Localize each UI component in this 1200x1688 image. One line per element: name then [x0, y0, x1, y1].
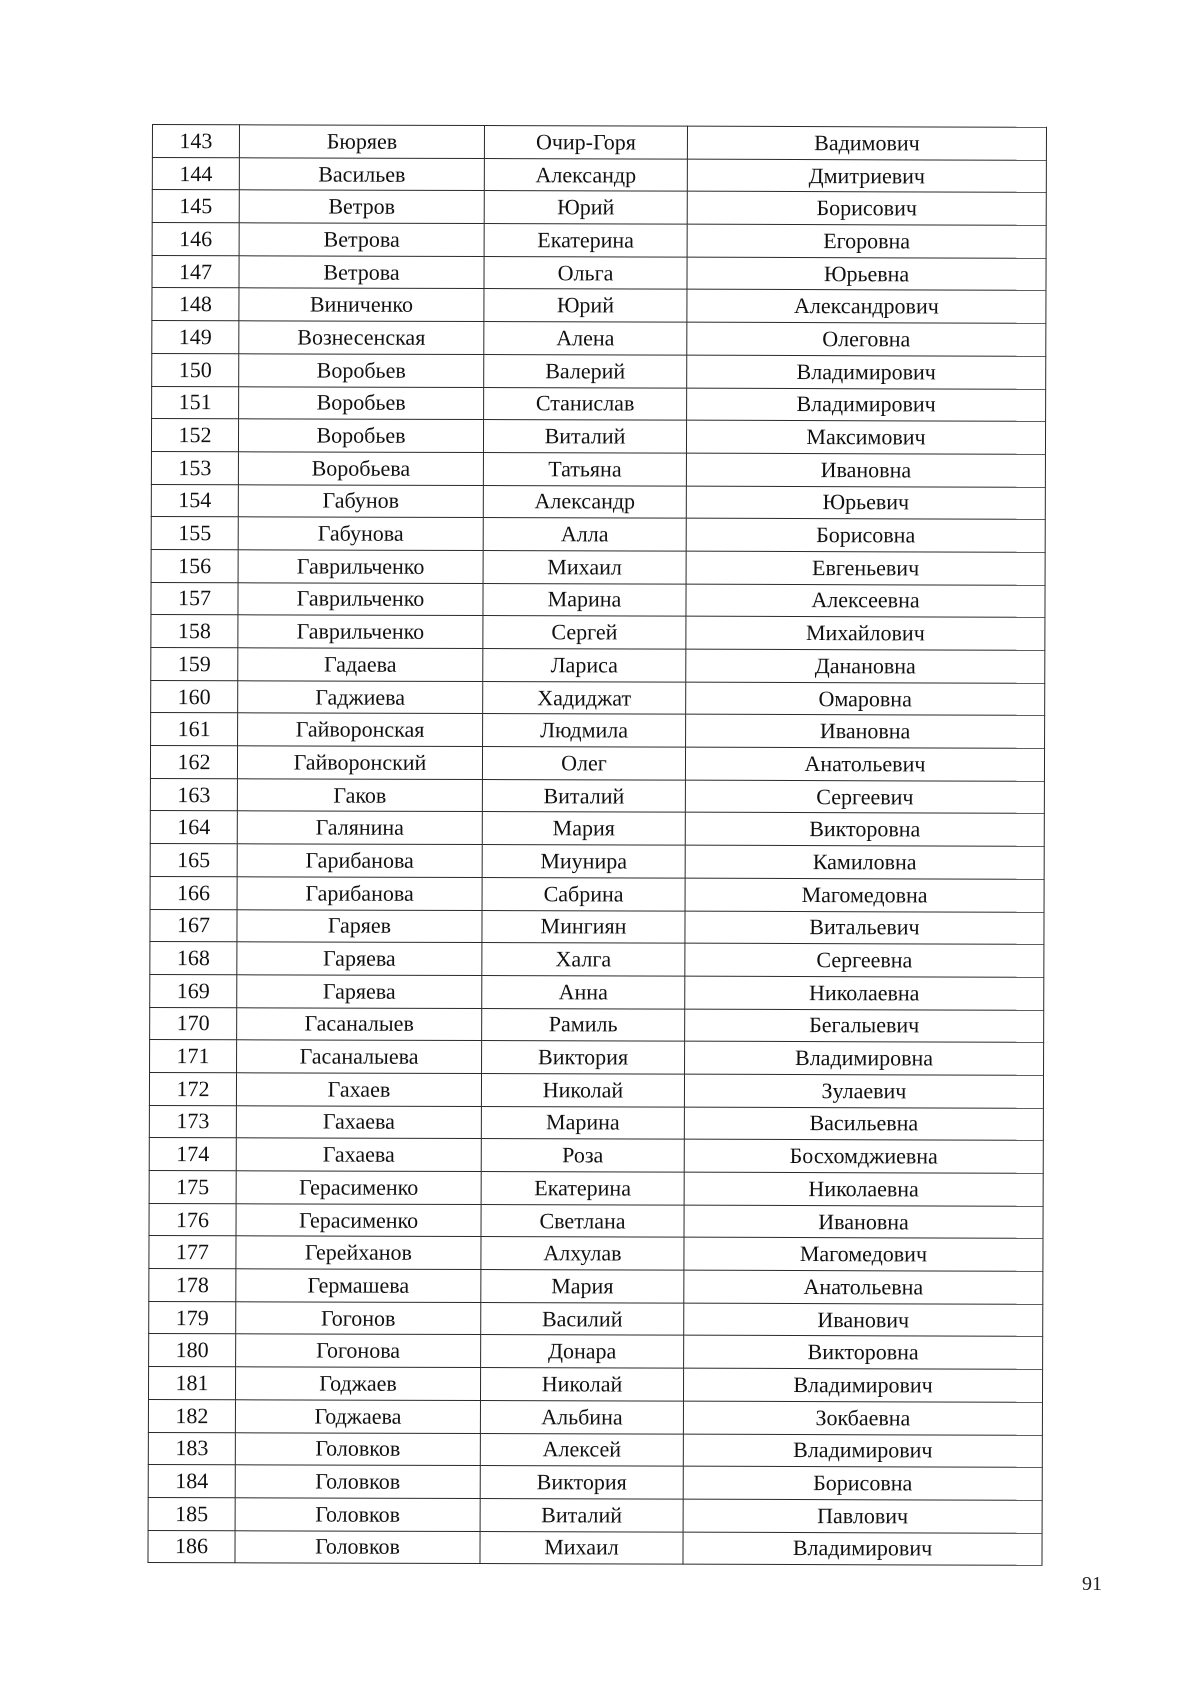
last-name-cell: Вознесенская — [239, 321, 484, 354]
row-number-cell: 154 — [151, 484, 238, 517]
row-number-cell: 161 — [151, 713, 238, 746]
patronymic-cell: Владимирович — [683, 1532, 1042, 1566]
row-number-cell: 182 — [148, 1399, 235, 1432]
row-number-cell: 176 — [149, 1203, 236, 1236]
table-row — [148, 1465, 1042, 1500]
table-row — [151, 517, 1045, 552]
patronymic-cell: Юрьевна — [687, 257, 1046, 291]
patronymic-cell: Омаровна — [686, 682, 1045, 716]
table-row — [148, 1497, 1042, 1532]
table-row — [150, 746, 1044, 781]
first-name-cell: Донара — [481, 1335, 684, 1368]
first-name-cell: Алена — [484, 322, 687, 355]
first-name-cell: Екатерина — [481, 1172, 684, 1205]
last-name-cell: Ветрова — [239, 223, 484, 256]
table-row — [149, 1203, 1043, 1238]
row-number-cell: 143 — [152, 125, 239, 158]
row-number-cell: 158 — [151, 615, 238, 648]
first-name-cell: Олег — [482, 747, 685, 780]
table-row — [149, 1105, 1043, 1140]
last-name-cell: Головков — [235, 1498, 480, 1531]
first-name-cell: Валерий — [484, 354, 687, 387]
table-row — [148, 1530, 1042, 1565]
first-name-cell: Николай — [481, 1073, 684, 1106]
row-number-cell: 165 — [150, 844, 237, 877]
patronymic-cell: Николаевна — [684, 1172, 1043, 1206]
table-row — [149, 1170, 1043, 1205]
first-name-cell: Михаил — [480, 1531, 683, 1564]
table-row — [149, 1301, 1043, 1336]
patronymic-cell: Дмитриевич — [687, 159, 1046, 193]
last-name-cell: Гогонова — [236, 1334, 481, 1367]
patronymic-cell: Владимирович — [687, 388, 1046, 422]
row-number-cell: 169 — [150, 974, 237, 1007]
last-name-cell: Годжаев — [235, 1367, 480, 1400]
first-name-cell: Миунира — [482, 845, 685, 878]
patronymic-cell: Магомедовна — [685, 878, 1044, 912]
first-name-cell: Николай — [480, 1368, 683, 1401]
last-name-cell: Годжаева — [235, 1400, 480, 1433]
table-row — [148, 1432, 1042, 1467]
row-number-cell: 168 — [150, 942, 237, 975]
row-number-cell: 173 — [149, 1105, 236, 1138]
row-number-cell: 146 — [152, 223, 239, 256]
row-number-cell: 166 — [150, 876, 237, 909]
last-name-cell: Гасаналыева — [237, 1040, 482, 1073]
row-number-cell: 152 — [151, 419, 238, 452]
patronymic-cell: Юрьевич — [686, 486, 1045, 520]
patronymic-cell: Сергеевна — [685, 943, 1044, 977]
row-number-cell: 163 — [150, 778, 237, 811]
row-number-cell: 177 — [149, 1236, 236, 1269]
table-row — [150, 876, 1044, 911]
row-number-cell: 167 — [150, 909, 237, 942]
patronymic-cell: Владимирович — [687, 355, 1046, 389]
patronymic-cell: Бегалыевич — [685, 1009, 1044, 1043]
patronymic-cell: Ивановна — [686, 453, 1045, 487]
first-name-cell: Василий — [481, 1302, 684, 1335]
first-name-cell: Очир-Горя — [484, 126, 687, 159]
row-number-cell: 164 — [150, 811, 237, 844]
table-row — [149, 1138, 1043, 1173]
table-row — [152, 157, 1046, 192]
table-row — [150, 974, 1044, 1009]
patronymic-cell: Борисович — [687, 192, 1046, 226]
patronymic-cell: Камиловна — [685, 845, 1044, 879]
table-row — [152, 255, 1046, 290]
patronymic-cell: Витальевич — [685, 911, 1044, 945]
patronymic-cell: Максимович — [686, 420, 1045, 454]
table-row — [151, 713, 1045, 748]
first-name-cell: Марина — [481, 1106, 684, 1139]
last-name-cell: Гарибанова — [237, 877, 482, 910]
table-row — [151, 484, 1045, 519]
row-number-cell: 148 — [152, 288, 239, 321]
last-name-cell: Гахаева — [236, 1138, 481, 1171]
last-name-cell: Гаврильченко — [238, 582, 483, 615]
patronymic-cell: Анатольевич — [685, 747, 1044, 781]
table-row — [152, 353, 1046, 388]
row-number-cell: 157 — [151, 582, 238, 615]
table-row — [150, 778, 1044, 813]
table-row — [151, 582, 1045, 617]
patronymic-cell: Вадимович — [687, 126, 1046, 160]
patronymic-cell: Олеговна — [687, 322, 1046, 356]
patronymic-cell: Васильевна — [684, 1107, 1043, 1141]
last-name-cell: Воробьева — [238, 452, 483, 485]
row-number-cell: 155 — [151, 517, 238, 550]
first-name-cell: Рамиль — [482, 1008, 685, 1041]
patronymic-cell: Ивановна — [686, 715, 1045, 749]
patronymic-cell: Владимирович — [683, 1434, 1042, 1468]
row-number-cell: 172 — [149, 1072, 236, 1105]
first-name-cell: Мария — [482, 812, 685, 845]
row-number-cell: 181 — [148, 1367, 235, 1400]
last-name-cell: Гаряева — [237, 942, 482, 975]
first-name-cell: Юрий — [484, 289, 687, 322]
first-name-cell: Михаил — [483, 550, 686, 583]
row-number-cell: 147 — [152, 255, 239, 288]
patronymic-cell: Евгеньевич — [686, 551, 1045, 585]
first-name-cell: Сергей — [483, 616, 686, 649]
patronymic-cell: Данановна — [686, 649, 1045, 683]
last-name-cell: Гаврильченко — [238, 550, 483, 583]
first-name-cell: Екатерина — [484, 224, 687, 257]
patronymic-cell: Магомедович — [684, 1238, 1043, 1272]
row-number-cell: 186 — [148, 1530, 235, 1563]
first-name-cell: Светлана — [481, 1204, 684, 1237]
row-number-cell: 183 — [148, 1432, 235, 1465]
table-row — [152, 190, 1046, 225]
table-row — [149, 1072, 1043, 1107]
table-row — [152, 125, 1046, 160]
table-row — [151, 647, 1045, 682]
last-name-cell: Виниченко — [239, 288, 484, 321]
last-name-cell: Воробьев — [239, 354, 484, 387]
table-row — [149, 1269, 1043, 1304]
patronymic-cell: Босхомджиевна — [684, 1139, 1043, 1173]
patronymic-cell: Александрович — [687, 290, 1046, 324]
first-name-cell: Станислав — [484, 387, 687, 420]
patronymic-cell: Михайлович — [686, 616, 1045, 650]
first-name-cell: Сабрина — [482, 877, 685, 910]
last-name-cell: Головков — [235, 1432, 480, 1465]
patronymic-cell: Викторовна — [684, 1336, 1043, 1370]
last-name-cell: Головков — [235, 1530, 480, 1563]
patronymic-cell: Егоровна — [687, 224, 1046, 258]
last-name-cell: Герейханов — [236, 1236, 481, 1269]
first-name-cell: Марина — [483, 583, 686, 616]
first-name-cell: Алхулав — [481, 1237, 684, 1270]
last-name-cell: Габунова — [238, 517, 483, 550]
last-name-cell: Гермашева — [236, 1269, 481, 1302]
patronymic-cell: Владимирович — [683, 1368, 1042, 1402]
row-number-cell: 184 — [148, 1465, 235, 1498]
roster-table-body — [148, 125, 1047, 1566]
patronymic-cell: Зулаевич — [684, 1074, 1043, 1108]
table-row — [151, 419, 1045, 454]
last-name-cell: Гасаналыев — [237, 1007, 482, 1040]
row-number-cell: 151 — [152, 386, 239, 419]
first-name-cell: Виктория — [480, 1466, 683, 1499]
last-name-cell: Гайворонская — [238, 713, 483, 746]
last-name-cell: Воробьев — [239, 386, 484, 419]
first-name-cell: Виталий — [483, 420, 686, 453]
table-row — [148, 1399, 1042, 1434]
table-row — [150, 1040, 1044, 1075]
first-name-cell: Виталий — [480, 1498, 683, 1531]
last-name-cell: Галянина — [237, 811, 482, 844]
first-name-cell: Хадиджат — [483, 681, 686, 714]
last-name-cell: Гаджиева — [238, 680, 483, 713]
table-row — [151, 451, 1045, 486]
row-number-cell: 156 — [151, 549, 238, 582]
row-number-cell: 170 — [150, 1007, 237, 1040]
last-name-cell: Гарибанова — [237, 844, 482, 877]
table-row — [152, 223, 1046, 258]
last-name-cell: Гадаева — [238, 648, 483, 681]
last-name-cell: Воробьев — [238, 419, 483, 452]
last-name-cell: Гаврильченко — [238, 615, 483, 648]
last-name-cell: Гаков — [237, 779, 482, 812]
page-number: 91 — [1082, 1573, 1102, 1595]
last-name-cell: Головков — [235, 1465, 480, 1498]
first-name-cell: Юрий — [484, 191, 687, 224]
row-number-cell: 180 — [149, 1334, 236, 1367]
row-number-cell: 179 — [149, 1301, 236, 1334]
last-name-cell: Бюряев — [239, 125, 484, 158]
last-name-cell: Ветрова — [239, 256, 484, 289]
row-number-cell: 153 — [151, 451, 238, 484]
row-number-cell: 175 — [149, 1170, 236, 1203]
table-row — [149, 1334, 1043, 1369]
table-row — [150, 942, 1044, 977]
table-row — [152, 386, 1046, 421]
patronymic-cell: Анатольевна — [684, 1270, 1043, 1304]
last-name-cell: Ветров — [239, 190, 484, 223]
first-name-cell: Виктория — [482, 1041, 685, 1074]
table-row — [150, 844, 1044, 879]
patronymic-cell: Павлович — [683, 1499, 1042, 1533]
patronymic-cell: Алексеевна — [686, 584, 1045, 618]
last-name-cell: Гахаев — [236, 1073, 481, 1106]
last-name-cell: Васильев — [239, 157, 484, 190]
table-row — [151, 615, 1045, 650]
row-number-cell: 178 — [149, 1269, 236, 1302]
first-name-cell: Альбина — [480, 1400, 683, 1433]
patronymic-cell: Борисовна — [683, 1466, 1042, 1500]
first-name-cell: Александр — [484, 158, 687, 191]
row-number-cell: 145 — [152, 190, 239, 223]
patronymic-cell: Николаевна — [685, 976, 1044, 1010]
row-number-cell: 174 — [149, 1138, 236, 1171]
last-name-cell: Гаряев — [237, 909, 482, 942]
last-name-cell: Гогонов — [236, 1302, 481, 1335]
roster-table — [147, 124, 1047, 1566]
table-row — [151, 549, 1045, 584]
last-name-cell: Габунов — [238, 484, 483, 517]
table-row — [148, 1367, 1042, 1402]
first-name-cell: Алексей — [480, 1433, 683, 1466]
table-row — [152, 321, 1046, 356]
first-name-cell: Ольга — [484, 256, 687, 289]
first-name-cell: Виталий — [482, 779, 685, 812]
row-number-cell: 159 — [151, 647, 238, 680]
first-name-cell: Анна — [482, 975, 685, 1008]
last-name-cell: Герасименко — [236, 1203, 481, 1236]
first-name-cell: Лариса — [483, 649, 686, 682]
last-name-cell: Гаряева — [237, 975, 482, 1008]
row-number-cell: 162 — [150, 746, 237, 779]
table-row — [150, 1007, 1044, 1042]
row-number-cell: 185 — [148, 1497, 235, 1530]
row-number-cell: 150 — [152, 353, 239, 386]
row-number-cell: 149 — [152, 321, 239, 354]
patronymic-cell: Викторовна — [685, 813, 1044, 847]
row-number-cell: 171 — [150, 1040, 237, 1073]
first-name-cell: Халга — [482, 943, 685, 976]
table-row — [150, 909, 1044, 944]
patronymic-cell: Сергеевич — [685, 780, 1044, 814]
first-name-cell: Александр — [483, 485, 686, 518]
first-name-cell: Татьяна — [483, 452, 686, 485]
patronymic-cell: Владимировна — [685, 1041, 1044, 1075]
first-name-cell: Роза — [481, 1139, 684, 1172]
patronymic-cell: Иванович — [684, 1303, 1043, 1337]
patronymic-cell: Борисовна — [686, 518, 1045, 552]
table-row — [152, 288, 1046, 323]
last-name-cell: Гайворонский — [237, 746, 482, 779]
first-name-cell: Мария — [481, 1270, 684, 1303]
row-number-cell: 144 — [152, 157, 239, 190]
row-number-cell: 160 — [151, 680, 238, 713]
first-name-cell: Мингиян — [482, 910, 685, 943]
table-row — [149, 1236, 1043, 1271]
first-name-cell: Людмила — [483, 714, 686, 747]
table-row — [151, 680, 1045, 715]
first-name-cell: Алла — [483, 518, 686, 551]
table-row — [150, 811, 1044, 846]
last-name-cell: Гахаева — [236, 1105, 481, 1138]
patronymic-cell: Зокбаевна — [683, 1401, 1042, 1435]
last-name-cell: Герасименко — [236, 1171, 481, 1204]
patronymic-cell: Ивановна — [684, 1205, 1043, 1239]
